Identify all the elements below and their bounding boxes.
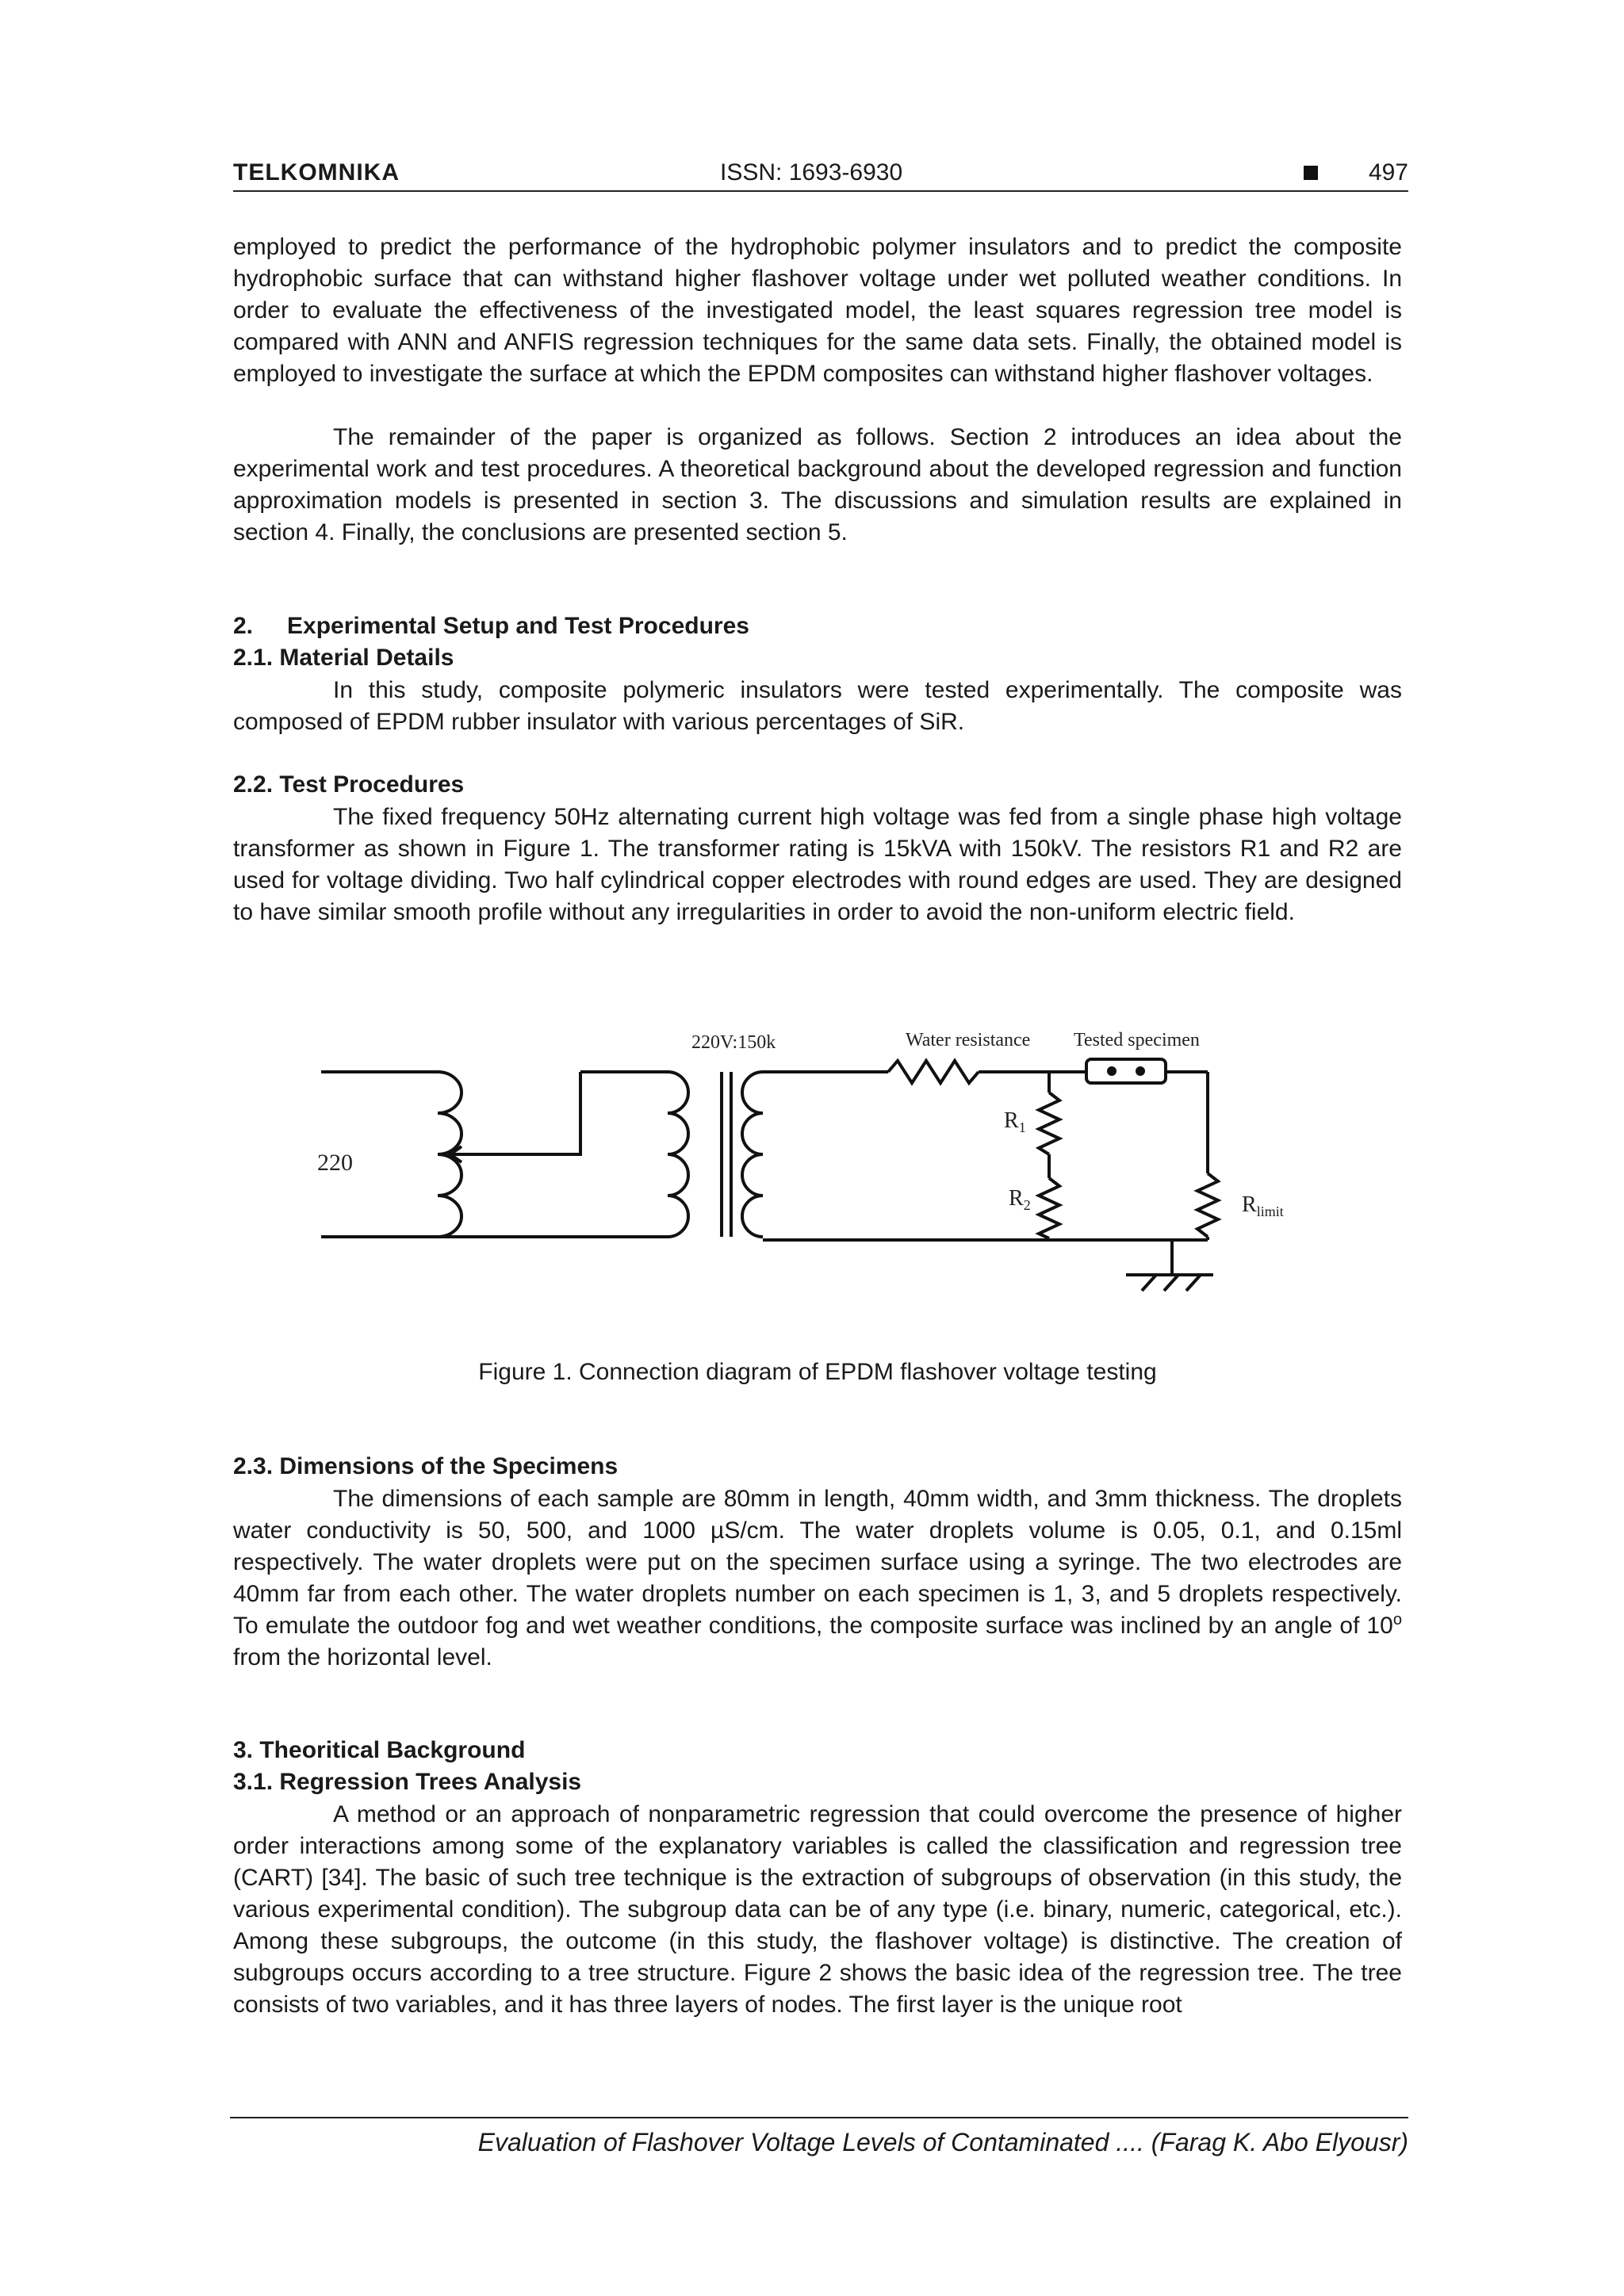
specimen-electrode-left — [1107, 1066, 1116, 1076]
paragraph-regression-trees: A method or an approach of nonparametric regression that could overcome the presence of higher order interactions among some of the explanatory variables is called the classification and regression tree (CART) [34]. The basic of such tree technique is the extraction of subgroups of observation (in this study, the various experimental condition). The subgroup data can be of any type (i.e. binary, numeric, categorical, etc.). Among these subgroups, the outcome (in this study, the flashover voltage) is distinctive. The creation of subgroups occurs according to a tree structure. Figure 2 shows the basic idea of the regression tree. The tree consists of two variables, and it has three layers of nodes. The first layer is the unique root — [233, 1801, 1402, 2018]
section-2-1-heading: 2.1. Material Details — [233, 645, 454, 671]
paragraph-material-details: In this study, composite polymeric insulators were tested experimentally. The composite was composed of EPDM rubber insulator with various percentages of SiR. — [233, 677, 1402, 735]
paragraph-intro-1: employed to predict the performance of the hydrophobic polymer insulators and to predict the composite hydrophobic surface that can withstand higher flashover voltage under wet polluted weather conditions. In order to evaluate the effectiveness of the investigated model, the least squares regression tree model is compared with ANN and ANFIS regression techniques for the same data sets. Finally, the obtained model is employed to investigate the surface at which the EPDM composites can withstand higher flashover voltages. — [233, 234, 1402, 387]
label-rlimit — [1242, 1192, 1284, 1219]
label-supply: 220 — [317, 1150, 353, 1176]
transformer-primary-coil — [668, 1072, 688, 1237]
ground-hatch-1 — [1142, 1275, 1156, 1291]
circuit-diagram-svg — [301, 1023, 1316, 1308]
label-water-resistance: Water resistance — [906, 1030, 1031, 1050]
section-2-2-heading: 2.2. Test Procedures — [233, 771, 465, 798]
section-2-number: 2. — [233, 613, 254, 639]
r1-zigzag — [1039, 1093, 1059, 1154]
issn: ISSN: 1693-6930 — [720, 159, 903, 186]
specimen-electrode-right — [1136, 1066, 1145, 1076]
footer-rule — [230, 2117, 1408, 2118]
specimen-dimensions-text: The dimensions of each sample are 80mm in length, 40mm width, and 3mm thickness. The droplets water conductivity is 50, 500, and 1000 µS/cm. The water droplets volume is 0.05, 0.1, and 0.15ml respectively. The water droplets were put on the specimen surface using a syringe. The two electrodes are 40mm far from each other. The water droplets number on each specimen is 1, 3, and 5 droplets respectively. To emulate the outdoor fog and wet weather conditions, the composite surface was inclined by an angle of 10 — [233, 1486, 1402, 1639]
running-header — [233, 155, 1408, 190]
figure-1-caption: Figure 1. Connection diagram of EPDM flashover voltage testing — [478, 1359, 1157, 1385]
transformer-secondary-coil — [742, 1072, 763, 1237]
degree-superscript: o — [1392, 1611, 1402, 1628]
ground-hatch-2 — [1164, 1275, 1178, 1291]
paragraph-intro-2: The remainder of the paper is organized as follows. Section 2 introduces an idea about the experimental work and test procedures. A theoretical background about the developed regression and function approximation models is presented in section 3. The discussions and simulation results are explained in section 4. Finally, the conclusions are presented section 5. — [233, 424, 1402, 545]
ground-hatch-3 — [1186, 1275, 1201, 1291]
label-specimen: Tested specimen — [1074, 1030, 1200, 1050]
r2-zigzag — [1039, 1178, 1059, 1238]
label-r1-sub: 1 — [1018, 1119, 1026, 1135]
label-r1-main: R — [1004, 1108, 1019, 1133]
rlimit-zigzag — [1197, 1173, 1218, 1237]
section-2-title: Experimental Setup and Test Procedures — [287, 613, 749, 639]
label-r2-main: R — [1009, 1186, 1024, 1211]
section-3-1-heading: 3.1. Regression Trees Analysis — [233, 1769, 582, 1795]
water-resistance-zigzag — [888, 1061, 979, 1083]
section-3-heading: 3. Theoritical Background — [233, 1737, 526, 1763]
figure-1-circuit-diagram — [301, 1023, 1316, 1308]
page-number: 497 — [1368, 159, 1408, 186]
section-2-3-heading: 2.3. Dimensions of the Specimens — [233, 1453, 619, 1479]
header-rule — [233, 190, 1408, 192]
label-transformer: 220V:150k — [691, 1032, 776, 1053]
section-2-heading — [233, 610, 749, 642]
label-r1 — [1004, 1108, 1026, 1135]
label-rlimit-main: R — [1242, 1192, 1257, 1217]
specimen-dimensions-text-end: from the horizontal level. — [233, 1644, 492, 1670]
journal-name: TELKOMNIKA — [233, 159, 400, 186]
label-r2 — [1009, 1186, 1031, 1213]
specimen-body — [1086, 1059, 1166, 1083]
label-rlimit-sub: limit — [1256, 1203, 1284, 1219]
running-footer: Evaluation of Flashover Voltage Levels of Contaminated .... (Farag K. Abo Elyousr) — [477, 2128, 1408, 2156]
paragraph-specimen-dimensions — [233, 1483, 1402, 1674]
label-r2-sub: 2 — [1023, 1197, 1031, 1213]
tap-line — [450, 1072, 580, 1154]
square-bullet-icon — [1304, 166, 1318, 180]
paragraph-test-procedures: The fixed frequency 50Hz alternating current high voltage was fed from a single phase high voltage transformer as shown in Figure 1. The transformer rating is 15kVA with 150kV. The resistors R1 and R2 are used for voltage dividing. Two half cylindrical copper electrodes with round edges are used. They are designed to have similar smooth profile without any irregularities in order to avoid the non-uniform electric field. — [233, 804, 1402, 925]
